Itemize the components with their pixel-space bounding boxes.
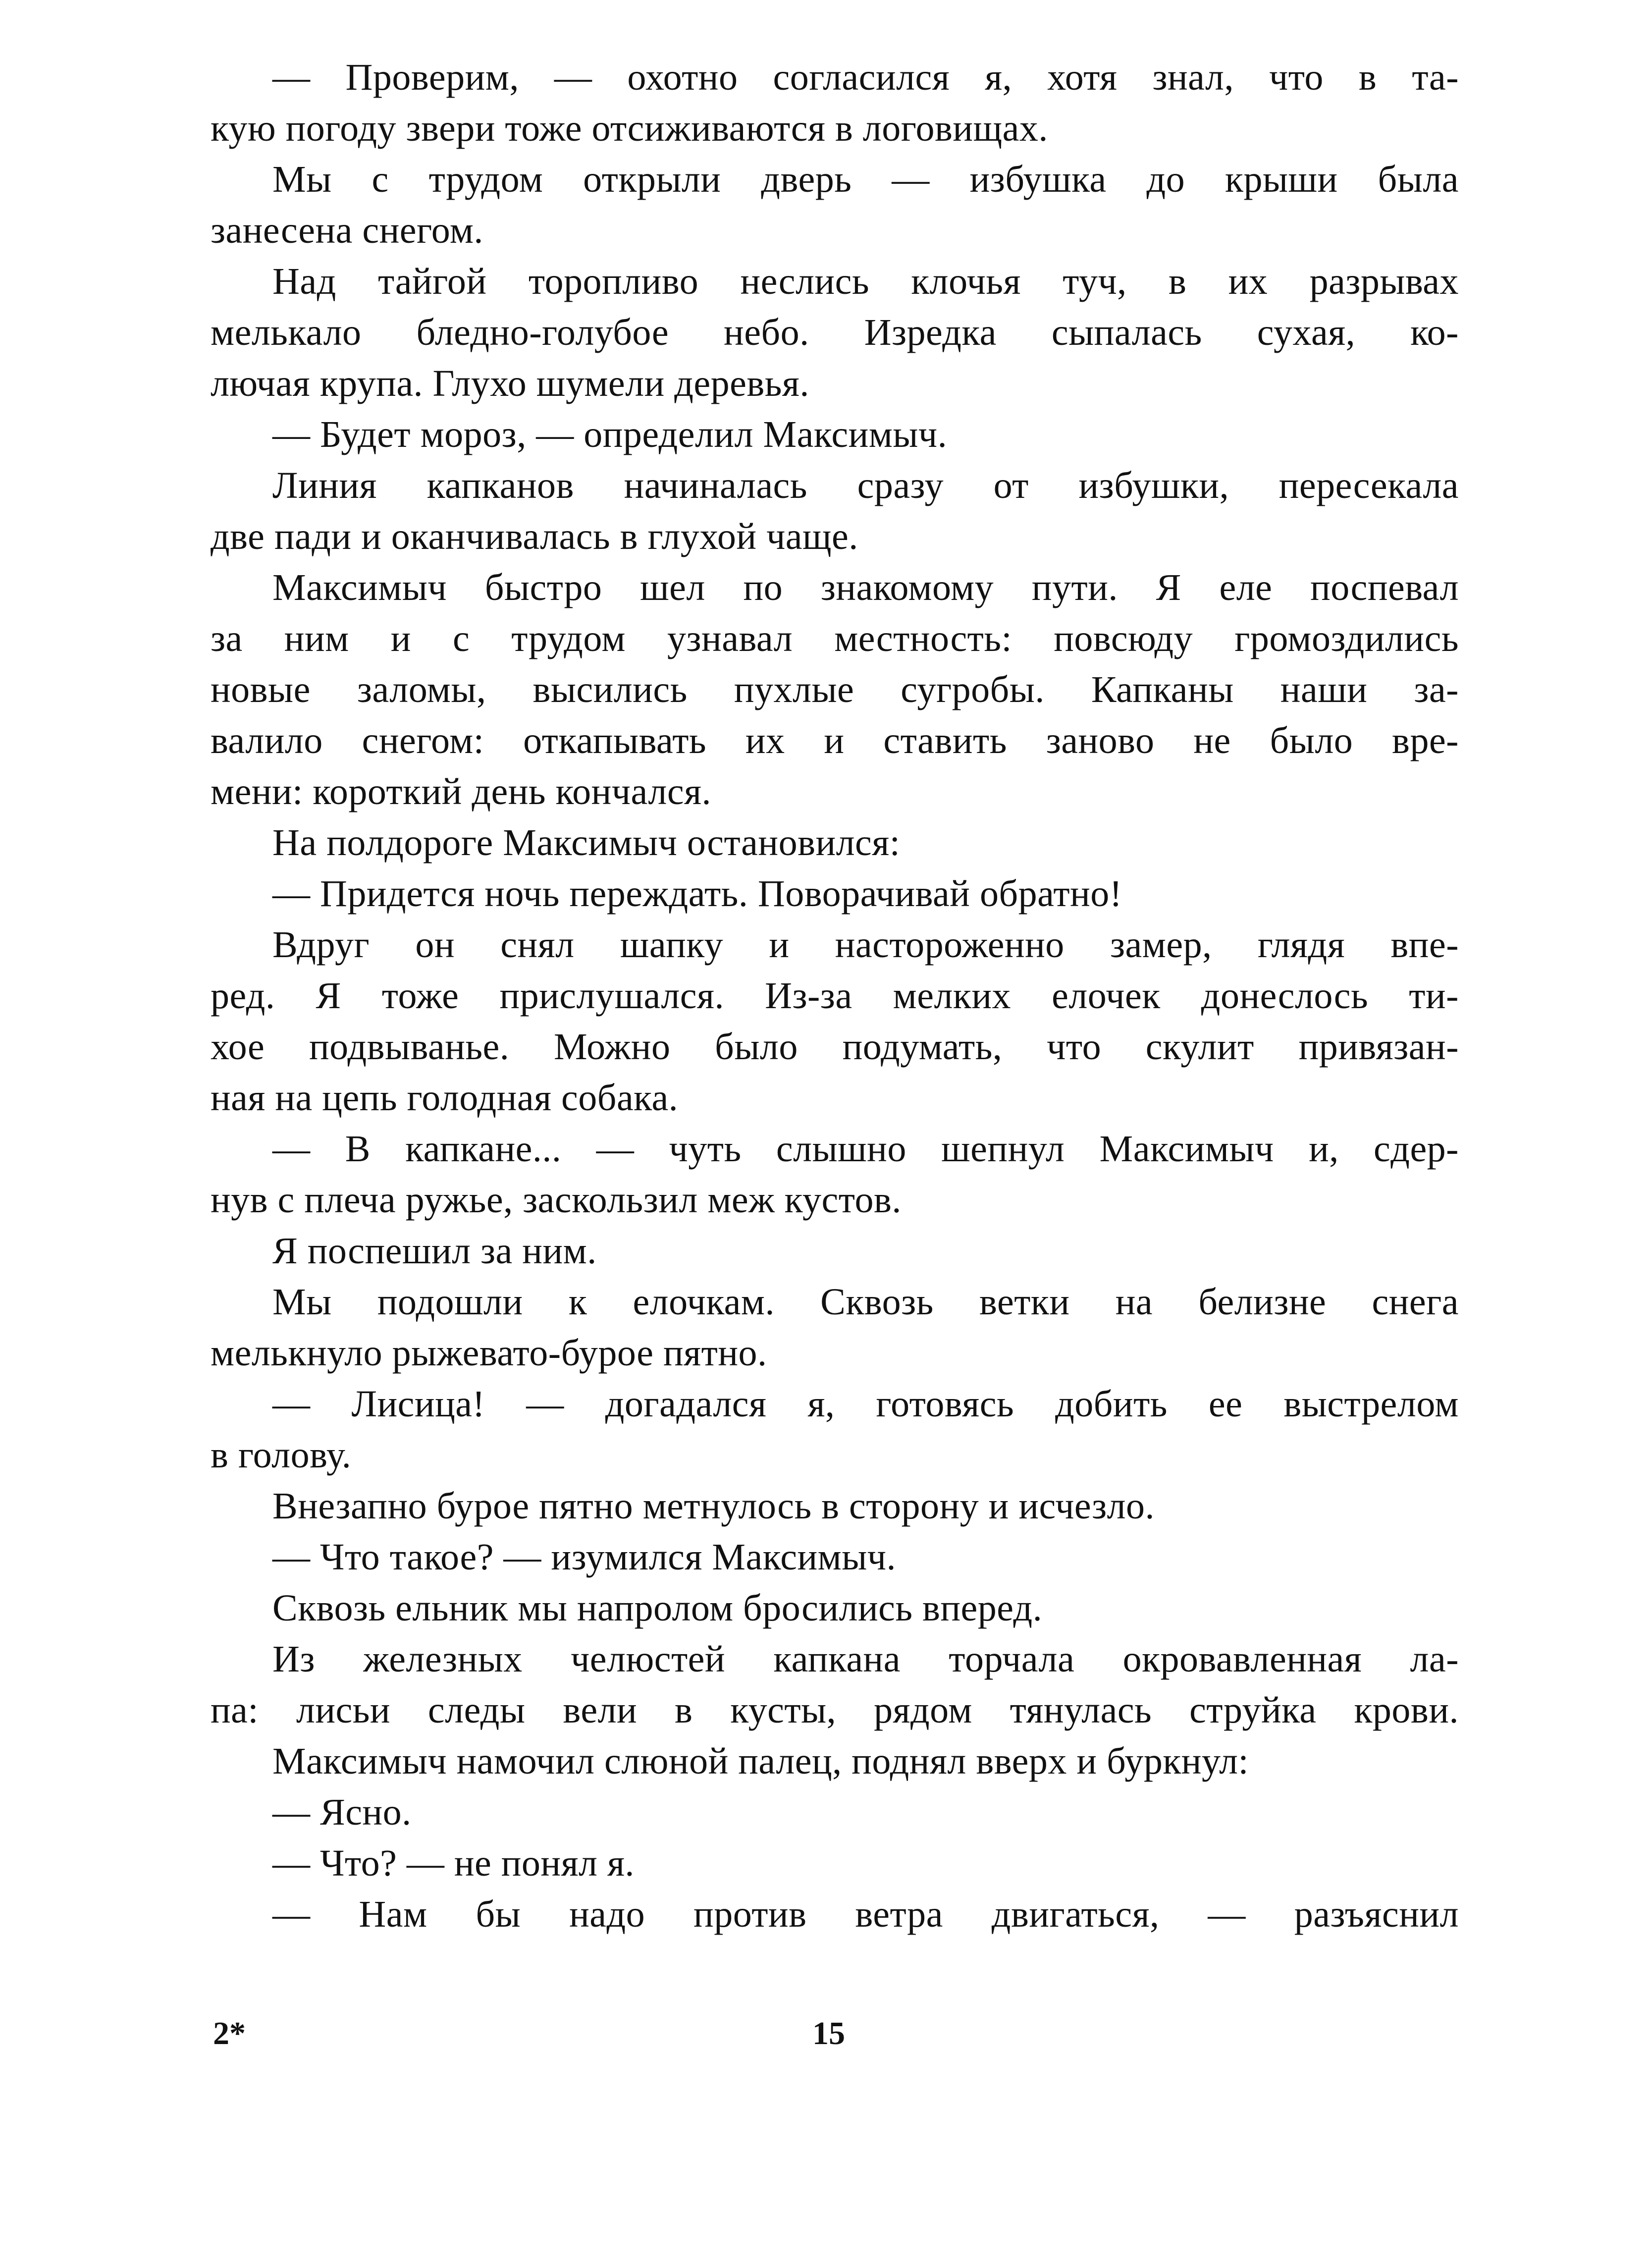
text-line: Из железных челюстей капкана торчала окровавленная ла- [272,1638,1459,1680]
text-line: — В капкане... — чуть слышно шепнул Максимыч и, сдер- [272,1128,1459,1170]
page-number: 15 [812,2015,845,2052]
text-line: — Нам бы надо против ветра двигаться, — разъяснил [272,1893,1459,1935]
text-line: На полдороге Максимыч остановился: [272,822,901,864]
text-line: ная на цепь голодная собака. [211,1077,679,1119]
text-line: валило снегом: откапывать их и ставить заново не было вре- [211,720,1459,761]
text-line: — Будет мороз, — определил Максимыч. [272,414,948,455]
text-line: Над тайгой торопливо неслись клочья туч, в их разрывах [272,261,1459,302]
text-line: — Проверим, — охотно согласился я, хотя знал, что в та- [272,56,1459,98]
text-line: Линия капканов начиналась сразу от избушки, пересекала [272,465,1459,506]
text-line: новые заломы, высились пухлые сугробы. Капканы наши за- [211,669,1459,710]
text-line: лючая крупа. Глухо шумели деревья. [211,363,809,404]
text-line: Я поспешил за ним. [272,1230,597,1272]
text-line: — Что? — не понял я. [272,1842,635,1884]
text-line: за ним и с трудом узнавал местность: повсюду громоздились [211,618,1459,659]
text-line: Максимыч намочил слюной палец, поднял вверх и буркнул: [272,1740,1249,1782]
text-line: хое подвыванье. Можно было подумать, что скулит привязан- [211,1026,1459,1068]
text-line: Внезапно бурое пятно метнулось в сторону и исчезло. [272,1485,1155,1527]
text-line: мелькало бледно-голубое небо. Изредка сыпалась сухая, ко- [211,312,1459,353]
text-line: — Придется ночь переждать. Поворачивай обратно! [272,873,1122,915]
text-line: Сквозь ельник мы напролом бросились вперед. [272,1587,1043,1629]
text-line: — Ясно. [272,1791,412,1833]
signature-mark: 2* [213,2015,246,2052]
text-line: мени: короткий день кончался. [211,771,712,812]
text-line: нув с плеча ружье, заскользил меж кустов. [211,1179,902,1221]
text-line: Мы подошли к елочкам. Сквозь ветки на белизне снега [272,1281,1459,1323]
text-line: — Лисица! — догадался я, готовясь добить ее выстрелом [272,1383,1459,1425]
text-line: па: лисьи следы вели в кусты, рядом тянулась струйка крови. [211,1689,1459,1731]
text-line: в голову. [211,1434,352,1476]
text-line: кую погоду звери тоже отсиживаются в логовищах. [211,108,1048,149]
text-line: занесена снегом. [211,210,483,251]
text-line: ред. Я тоже прислушался. Из-за мелких елочек донеслось ти- [211,975,1459,1017]
body-text [211,52,1459,1940]
text-line: Мы с трудом открыли дверь — избушка до крыши была [272,159,1459,200]
text-line: мелькнуло рыжевато-бурое пятно. [211,1332,767,1374]
text-line: две пади и оканчивалась в глухой чаще. [211,516,858,557]
text-line: — Что такое? — изумился Максимыч. [272,1536,897,1578]
text-line: Максимыч быстро шел по знакомому пути. Я еле поспевал [272,567,1459,608]
text-line: Вдруг он снял шапку и настороженно замер, глядя впе- [272,924,1459,966]
